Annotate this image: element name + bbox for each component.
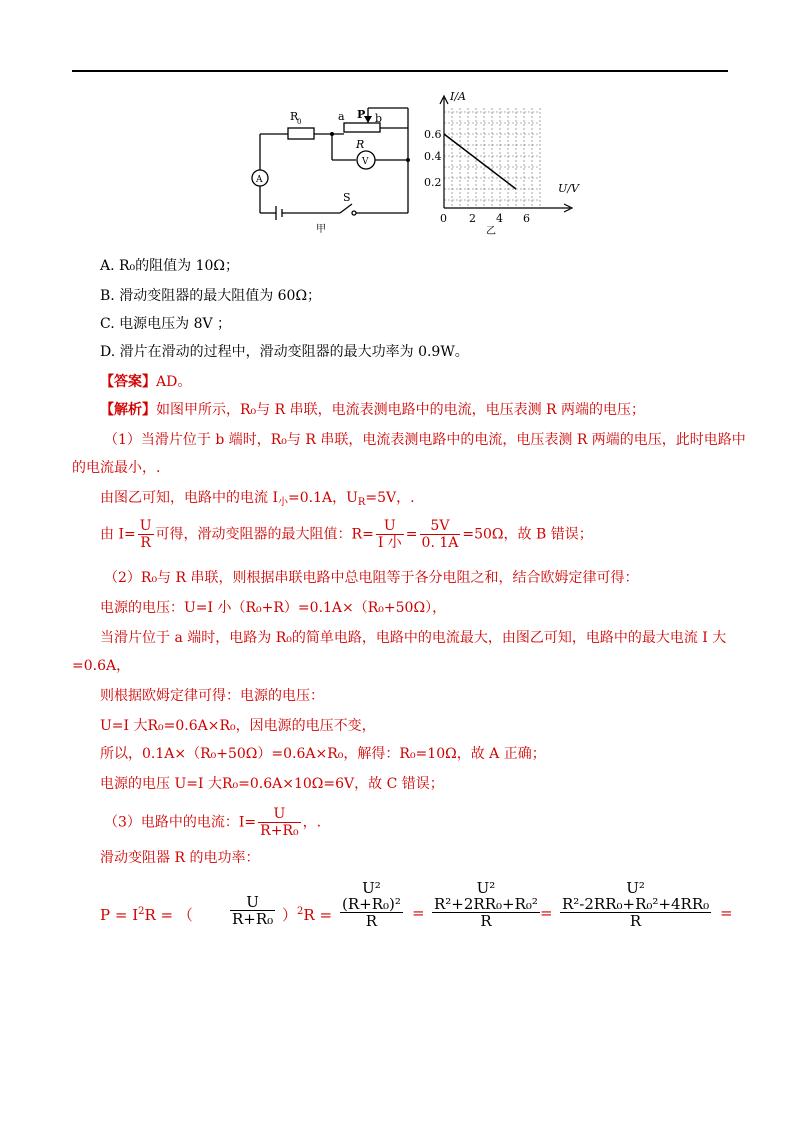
ytick-0.2: 0.2 (424, 176, 442, 189)
fraction-current: $\frac{U}{\text{R+R₀}}$ (260, 806, 299, 839)
graph-ylabel: I/A (450, 90, 466, 103)
answer-label: 【答案】 (100, 374, 156, 390)
label-r0: R (290, 110, 299, 123)
analysis-p1b: 的电流最小，. (72, 460, 161, 476)
analysis-p2: 由图乙可知，电路中的电流 $I_小=0.1A$，$U_R=5V$，. (100, 490, 415, 508)
analysis-p9: 所以，0.1A×（R₀+50Ω）=0.6A×R₀，解得：R₀=10Ω，故 A 正确； (100, 746, 546, 762)
analysis-p11: （3）电路中的电流：I= $\frac{U}{\text{R+R₀}}$ ，. (104, 806, 322, 839)
label-s: S (343, 191, 351, 204)
label-a: a (338, 110, 345, 123)
analysis-p3: 由 I= $\frac{U}{R}$ 可得，滑动变阻器的最大阻值：R= $\frac{U}{\text{I 小}}$ = $\frac{5V}{0. 1A}$ =50Ω，故 B 错误； (100, 518, 593, 551)
label-b: b (375, 112, 383, 125)
label-amm: A (256, 175, 263, 185)
xtick-2: 2 (469, 212, 476, 225)
graph-xlabel: U/V (558, 182, 579, 195)
graph-caption: 乙 (486, 226, 496, 237)
option-a: A. R₀的阻值为 10Ω； (100, 258, 240, 274)
analysis-p12: 滑动变阻器 R 的电功率： (100, 850, 260, 866)
xtick-4: 4 (496, 212, 503, 225)
analysis-p1a: （1）当滑片位于 b 端时，R₀与 R 串联，电流表测电路中的电流，电压表测 R 两端的电压，此时电路中 (104, 432, 746, 448)
eq-fraction-2: U² (R+R₀)² R (342, 879, 401, 930)
option-c: C. 电源电压为 8V ； (100, 316, 232, 332)
fraction-5v-over-01a: $\frac{5V}{0. 1A}$ (421, 518, 459, 551)
analysis-p4: （2）R₀与 R 串联，则根据串联电路中总电阻等于各分电阻之和，结合欧姆定律可得： (104, 570, 639, 586)
analysis-intro: 如图甲所示，R₀与 R 串联，电流表测电路中的电流，电压表测 R 两端的电压； (156, 402, 646, 418)
eq-fraction-4: U² R²-2RR₀+R₀²+4RR₀ R (562, 879, 710, 930)
svg-text:0: 0 (297, 118, 302, 126)
analysis-p6b: =0.6A， (72, 658, 131, 674)
analysis-p7: 则根据欧姆定律可得：电源的电压： (100, 688, 324, 704)
analysis-intro-line (100, 400, 645, 420)
answer-text: AD。 (156, 374, 192, 390)
header-rule (72, 70, 728, 72)
xtick-6: 6 (523, 212, 530, 225)
circuit-diagram (252, 108, 408, 220)
fraction-u-over-r: $\frac{U}{R}$ (139, 518, 152, 551)
circuit-and-graph-figure (240, 88, 585, 238)
analysis-label: 【解析】 (100, 402, 156, 418)
power-equation: $P = I^2R$ = （ $\frac{U}{\text{R+R₀}}$ ）$^2$R = U² (R+R₀)² R = U² R²+2RR₀+R₀² R = U² R²-2RR₀+R₀²+4RR₀ R = (100, 879, 733, 930)
label-r: R (356, 138, 365, 151)
analysis-p10: 电源的电压 U=I 大R₀=0.6A×10Ω=6V，故 C 错误； (100, 776, 444, 792)
option-b: B. 滑动变阻器的最大阻值为 60Ω； (100, 288, 322, 304)
analysis-p8: U=I 大R₀=0.6A×R₀，因电源的电压不变， (100, 718, 376, 734)
analysis-p5: 电源的电压：U=I 小（R₀+R）=0.1A×（R₀+50Ω）， (100, 600, 447, 616)
label-p: P (357, 108, 366, 121)
option-d: D. 滑片在滑动的过程中，滑动变阻器的最大功率为 0.9W。 (100, 344, 469, 360)
ytick-0.6: 0.6 (424, 128, 442, 141)
answer-line (100, 372, 191, 392)
iv-graph (424, 90, 580, 237)
eq-fraction-3: U² R²+2RR₀+R₀² R (434, 879, 538, 930)
fraction-u-over-imin: $\frac{U}{\text{I 小}}$ (377, 518, 402, 551)
circuit-caption: 甲 (316, 224, 326, 235)
resistor-r0 (288, 128, 314, 139)
xtick-0: 0 (440, 212, 447, 225)
eq-fraction-1: $\frac{U}{\text{R+R₀}}$ (232, 893, 274, 928)
analysis-p6a: 当滑片位于 a 端时，电路为 R₀的简单电路，电路中的电流最大，由图乙可知，电路中的最大电流 I 大 (100, 630, 727, 646)
label-v: V (362, 157, 369, 167)
ytick-0.4: 0.4 (424, 150, 442, 163)
iv-line (444, 134, 516, 189)
